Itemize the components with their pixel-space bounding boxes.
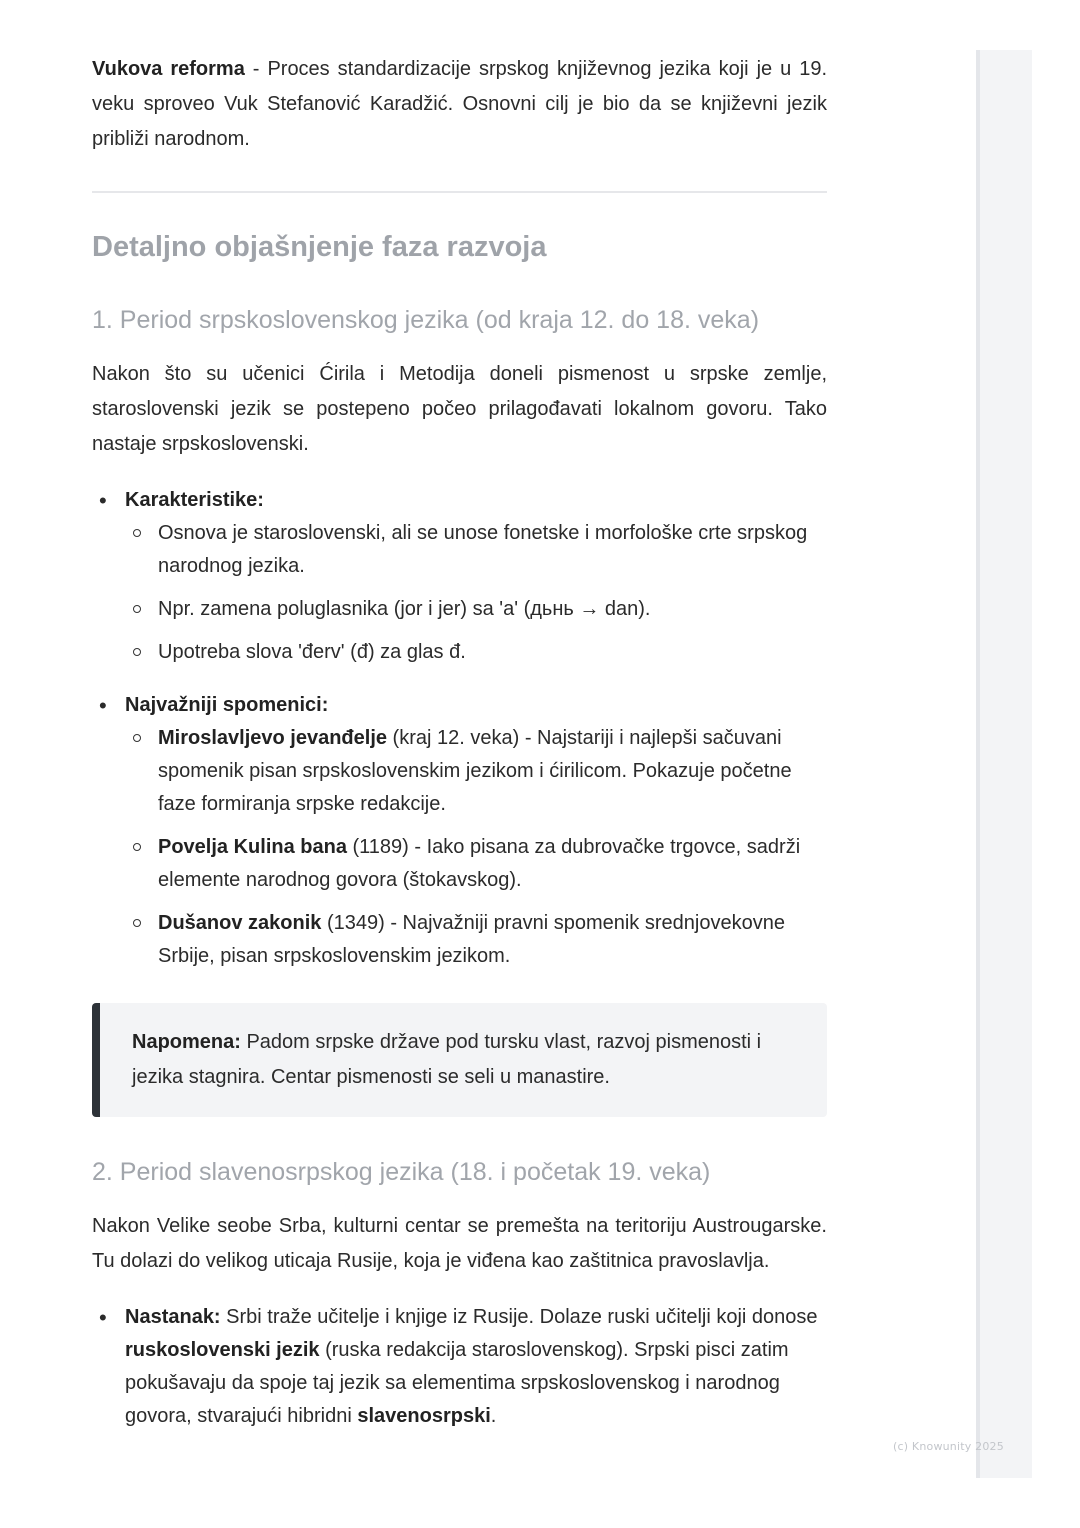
origin-text: . [490, 1405, 497, 1427]
section1-list [92, 484, 827, 973]
characteristics-label: Karakteristike: [125, 489, 264, 511]
section2-list [92, 1301, 827, 1433]
monument-title: Povelja Kulina bana [158, 836, 347, 858]
monument-text: (1349) - Najvažniji pravni spomenik srednjovekovne Srbije, pisan srpskoslovenskim jezikom. [158, 912, 785, 967]
section1-heading: 1. Period srpskoslovenskog jezika (od kraja 12. do 18. veka) [92, 306, 760, 334]
characteristics-item [92, 484, 827, 669]
intro-paragraph [92, 52, 827, 157]
section2-paragraph: Nakon Velike seobe Srba, kulturni centar se premešta na teritoriju Austrougarske. Tu dolazi do velikog uticaja Rusije, koja je viđena kao zaštitnica pravoslavlja. [92, 1215, 827, 1272]
list-item: Osnova je staroslovenski, ali se unose fonetske i morfološke crte srpskog narodnog jezika. [125, 517, 827, 583]
origin-bold-term: ruskoslovenski jezik [125, 1339, 320, 1361]
origin-item [92, 1301, 827, 1433]
section2-heading: 2. Period slavenosrpskog jezika (18. i početak 19. veka) [92, 1158, 711, 1186]
origin-text: Srbi traže učitelje i knjige iz Rusije. Dolaze ruski učitelji koji donose [220, 1306, 818, 1328]
monuments-item [92, 689, 827, 973]
list-item [125, 907, 827, 973]
monument-title: Miroslavljevo jevanđelje [158, 727, 387, 749]
document-content [92, 52, 827, 1433]
monument-title: Dušanov zakonik [158, 912, 322, 934]
monument-text: (kraj 12. veka) - Najstariji i najlepši sačuvani spomenik pisan srpskoslovenskim jezikom i ćirilicom. Pokazuje početne faze formiranja srpske redakcije. [158, 727, 792, 815]
section-divider [92, 191, 827, 193]
origin-text: (ruska redakcija staroslovenskog). Srpski pisci zatim pokušavaju da spoje taj jezik sa elementima srpskoslovenskog i narodnog govora, stvarajući hibridni [125, 1339, 789, 1427]
note-box [92, 1003, 827, 1117]
intro-text: - Proces standardizacije srpskog književnog jezika koji je u 19. veku sproveo Vuk Stefanović Karadžić. Osnovni cilj je bio da se književni jezik približi narodnom. [92, 58, 827, 150]
watermark: (c) Knowunity 2025 [893, 1440, 1004, 1453]
origin-label: Nastanak: [125, 1306, 221, 1328]
note-text: Padom srpske države pod tursku vlast, razvoj pismenosti i jezika stagnira. Centar pismenosti se seli u manastire. [132, 1031, 762, 1088]
monuments-sublist [125, 722, 827, 973]
note-paragraph [132, 1025, 807, 1095]
list-item: Upotreba slova 'đerv' (đ) za glas đ. [125, 636, 827, 669]
monuments-label: Najvažniji spomenici: [125, 694, 329, 716]
characteristics-sublist [125, 517, 827, 669]
monument-text: (1189) - Iako pisana za dubrovačke trgovce, sadrži elemente narodnog govora (štokavskog). [158, 836, 801, 891]
list-item: Npr. zamena poluglasnika (jor i jer) sa 'a' (дьнь → dan). [125, 593, 827, 626]
intro-term: Vukova reforma [92, 58, 245, 80]
main-heading: Detaljno objašnjenje faza razvoja [92, 231, 547, 263]
section1-paragraph: Nakon što su učenici Ćirila i Metodija doneli pismenost u srpske zemlje, staroslovenski jezik se postepeno počeo prilagođavati lokalnom govoru. Tako nastaje srpskoslovenski. [92, 363, 827, 455]
note-label: Napomena: [132, 1031, 241, 1053]
right-margin-panel [976, 50, 1032, 1478]
list-item [125, 722, 827, 821]
list-item [125, 831, 827, 897]
origin-bold-term: slavenosrpski [357, 1405, 491, 1427]
